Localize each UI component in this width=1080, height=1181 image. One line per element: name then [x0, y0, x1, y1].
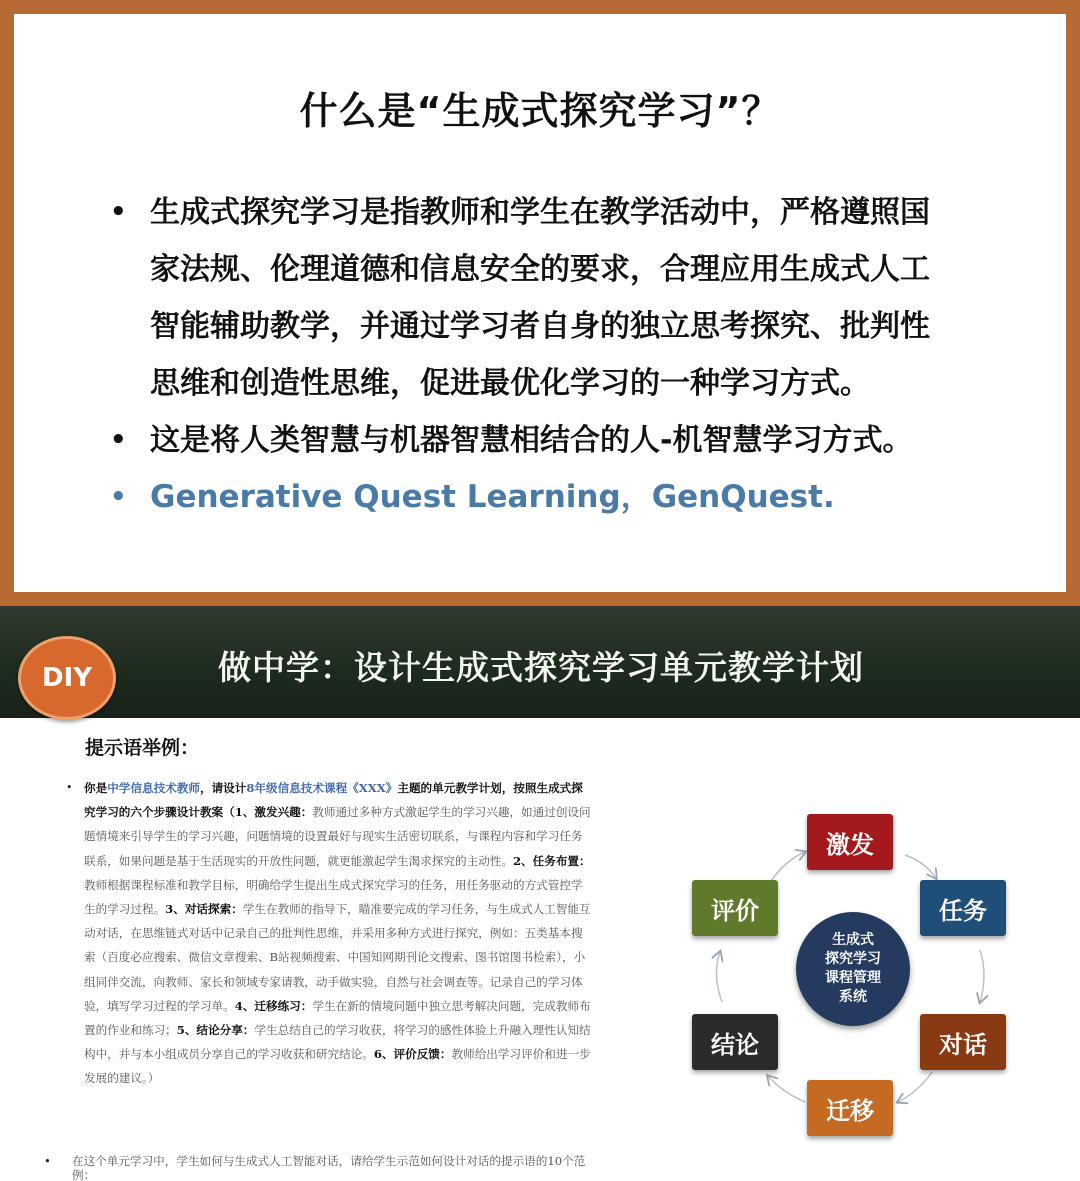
prompt-text-run: 5、结论分享：	[176, 1023, 255, 1038]
bullet-line: 思维和创造性思维，促进最优化学习的一种学习方式。	[150, 366, 870, 401]
prompt-text-run: 教师给出学习评价和进一步发展的建议。）	[84, 1047, 591, 1086]
bullet-english-name	[110, 469, 990, 526]
bullet-definition	[110, 184, 990, 412]
prompt-text-run: 2、任务布置：	[512, 853, 591, 868]
prompt-text-run: 主题的单元教学计划，按照生成式探究学习的六个步骤设计教案（1、激发兴趣：	[84, 781, 583, 820]
slide-1-bullet-list	[110, 184, 990, 526]
center-line: 生成式	[832, 932, 874, 948]
second-prompt-text: 在这个单元学习中，学生如何与生成式人工智能对话，请给学生示范如何设计对话的提示语的10个范例：	[72, 1154, 586, 1181]
arrow-jielun-to-pingjia	[716, 952, 722, 1002]
prompt-text-run: 教师通过多种方式激起学生的学习兴趣，如通过创设问题情境来引导学生的学习兴趣，问题情境的设置最好与现实生活密切联系，与课程内容和学习任务联系，如果问题是基于生活现实的开放性问题，就更能激起学生渴求探究的主动性。	[84, 805, 591, 868]
center-line: 系统	[839, 989, 867, 1005]
cycle-node-pingjia: 评价	[692, 880, 778, 936]
cycle-center-system	[796, 912, 910, 1026]
diy-badge: DIY	[18, 636, 116, 720]
bullet-line: 生成式探究学习是指教师和学生在教学活动中，严格遵照国	[150, 195, 930, 230]
bullet-dot: •	[66, 781, 73, 794]
prompt-text-run: 学生在新的情境问题中独立思考解决问题，完成教师布置的作业和练习；	[84, 998, 591, 1038]
bullet-dot: •	[110, 482, 127, 512]
prompt-example-paragraph	[66, 776, 594, 1091]
bullet-line: 家法规、伦理道德和信息安全的要求，合理应用生成式人工	[150, 252, 930, 287]
prompt-text-run: 你是	[84, 781, 108, 795]
center-line: 探究学习	[825, 951, 881, 967]
prompt-example-text	[84, 781, 591, 1085]
cycle-node-qianyi: 迁移	[807, 1080, 893, 1136]
learning-cycle-diagram	[640, 780, 1080, 1180]
bullet-dot: •	[110, 197, 127, 227]
bullet-dot: •	[44, 1154, 51, 1168]
center-line: 课程管理	[825, 970, 881, 986]
prompt-examples-heading: 提示语举例：	[85, 737, 200, 759]
prompt-text-run: 学生在教师的指导下，瞄准要完成的学习任务，与生成式人工智能互动对话，在思维链式对话中记录自己的批判性思维，并采用多种方式进行探究，例如：五类基本搜索（百度必应搜索、微信文章搜索、B站视频搜索、中国知网期刊论文搜索、图书馆图书检索），小组同伴交流，向教师、家长和领域专家请教，动手做实验，自然与社会调查等。记录自己的学习体验，填写学习过程的学习单。	[84, 902, 591, 1013]
bullet-human-machine	[110, 412, 990, 469]
prompt-text-run: ，请设计	[199, 781, 247, 795]
prompt-text-run: 学生总结自己的学习收获，将学习的感性体验上升融入理性认知结构中，并与本小组成员分享自己的学习收获和研究结论。	[84, 1023, 591, 1062]
prompt-text-run: 3、对话探索：	[165, 902, 243, 917]
bullet-line: 这是将人类智慧与机器智慧相结合的人-机智慧学习方式。	[150, 423, 913, 458]
prompt-text-run: 6、评价反馈：	[373, 1047, 452, 1062]
arrow-renwu-to-duihua	[980, 950, 984, 1002]
cycle-node-duihua: 对话	[920, 1014, 1006, 1070]
second-prompt-bullet	[44, 1154, 604, 1181]
arrow-jifa-to-renwu	[905, 855, 936, 878]
bullet-line: 智能辅助教学，并通过学习者自身的独立思考探究、批判性	[150, 309, 930, 344]
prompt-text-run: 4、迁移练习：	[234, 998, 313, 1013]
prompt-text-run: 中学信息技术教师	[107, 781, 200, 795]
arrow-duihua-to-qianyi	[898, 1072, 932, 1102]
cycle-node-renwu: 任务	[920, 880, 1006, 936]
bullet-line: Generative Quest Learning，GenQuest.	[150, 479, 835, 515]
cycle-node-jielun: 结论	[692, 1014, 778, 1070]
slide-1-title: 什么是“生成式探究学习”？	[299, 89, 781, 133]
prompt-text-run: 教师根据课程标准和教学目标，明确给学生提出生成式探究学习的任务，用任务驱动的方式管控学生的学习过程。	[84, 877, 583, 917]
slide-1-content	[14, 14, 1066, 592]
bullet-dot: •	[110, 425, 127, 455]
prompt-text-run: 8年级信息技术课程《XXX》	[246, 781, 398, 795]
arrow-qianyi-to-jielun	[768, 1076, 805, 1102]
slide-2-title: 做中学：设计生成式探究学习单元教学计划	[218, 648, 864, 687]
cycle-node-jifa: 激发	[807, 814, 893, 870]
